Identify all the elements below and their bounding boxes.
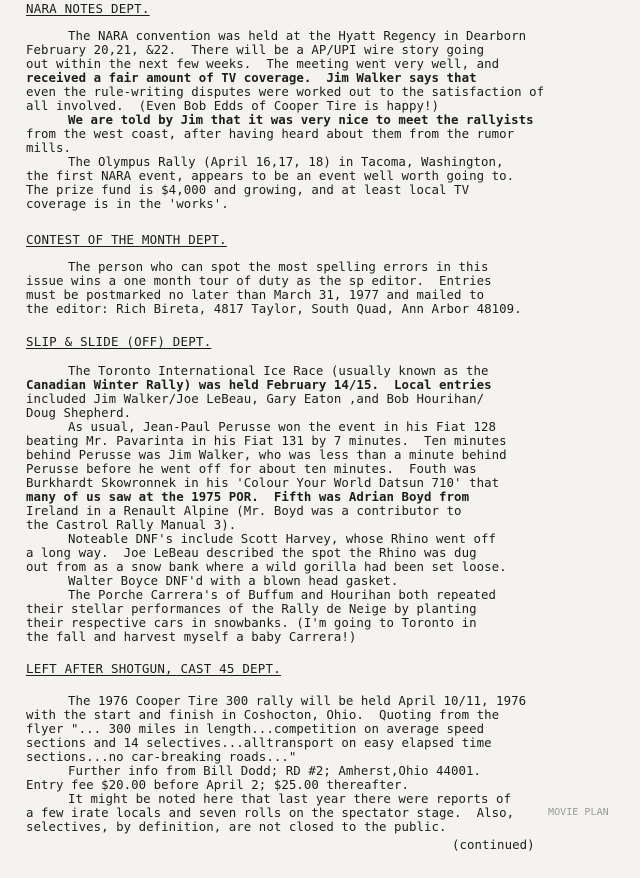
text-line: Entry fee $20.00 before April 2; $25.00 thereafter. bbox=[26, 777, 409, 792]
text-line: a few irate locals and seven rolls on the spectator stage. Also, bbox=[26, 805, 515, 820]
text-line: beating Mr. Pavarinta in his Fiat 131 by 7 minutes. Ten minutes bbox=[26, 433, 507, 448]
text-line: Walter Boyce DNF'd with a blown head gasket. bbox=[68, 573, 399, 588]
text-line: The prize fund is $4,000 and growing, and at least local TV bbox=[26, 182, 470, 197]
text-line: We are told by Jim that it was very nice to meet the rallyists bbox=[68, 112, 534, 127]
heading-nara-notes: NARA NOTES DEPT. bbox=[26, 1, 150, 16]
text-line: The 1976 Cooper Tire 300 rally will be held April 10/11, 1976 bbox=[68, 693, 527, 708]
text-line: flyer "... 300 miles in length...competition on average speed bbox=[26, 721, 485, 736]
text-line: Burkhardt Skowronnek in his 'Colour Your World Datsun 710' that bbox=[26, 475, 500, 490]
text-line: included Jim Walker/Joe LeBeau, Gary Eaton ,and Bob Hourihan/ bbox=[26, 391, 485, 406]
text-line: a long way. Joe LeBeau described the spot the Rhino was dug bbox=[26, 545, 477, 560]
bleed-through-text: MOVIE PLAN bbox=[548, 807, 609, 818]
text-line: The Olympus Rally (April 16,17, 18) in Tacoma, Washington, bbox=[68, 154, 504, 169]
text-line: issue wins a one month tour of duty as the sp editor. Entries bbox=[26, 273, 492, 288]
text-line: The NARA convention was held at the Hyatt Regency in Dearborn bbox=[68, 28, 527, 43]
text-line: sections...no car-breaking roads..." bbox=[26, 749, 297, 764]
text-line: out from as a snow bank where a wild gorilla had been set loose. bbox=[26, 559, 507, 574]
text-line: behind Perusse was Jim Walker, who was less than a minute behind bbox=[26, 447, 507, 462]
text-line: The Toronto International Ice Race (usually known as the bbox=[68, 363, 489, 378]
text-line: with the start and finish in Coshocton, Ohio. Quoting from the bbox=[26, 707, 500, 722]
heading-left-after-shotgun: LEFT AFTER SHOTGUN, CAST 45 DEPT. bbox=[26, 661, 281, 676]
text-line: their respective cars in snowbanks. (I'm going to Toronto in bbox=[26, 615, 477, 630]
text-line: the first NARA event, appears to be an event well worth going to. bbox=[26, 168, 515, 183]
text-line: February 20,21, &22. There will be a AP/UPI wire story going bbox=[26, 42, 485, 57]
heading-contest-of-the-month: CONTEST OF THE MONTH DEPT. bbox=[26, 232, 227, 247]
continued-note: (continued) bbox=[452, 837, 535, 852]
text-line: the editor: Rich Bireta, 4817 Taylor, South Quad, Ann Arbor 48109. bbox=[26, 301, 522, 316]
text-line: sections and 14 selectives...alltransport on easy elapsed time bbox=[26, 735, 492, 750]
text-line: Doug Shepherd. bbox=[26, 405, 132, 420]
text-line: As usual, Jean-Paul Perusse won the event in his Fiat 128 bbox=[68, 419, 497, 434]
text-line: mills. bbox=[26, 140, 72, 155]
text-line: must be postmarked no later than March 31, 1977 and mailed to bbox=[26, 287, 485, 302]
text-line: Noteable DNF's include Scott Harvey, whose Rhino went off bbox=[68, 531, 497, 546]
text-line: Further info from Bill Dodd; RD #2; Amherst,Ohio 44001. bbox=[68, 763, 482, 778]
heading-slip-and-slide: SLIP & SLIDE (OFF) DEPT. bbox=[26, 334, 212, 349]
text-line: even the rule-writing disputes were worked out to the satisfaction of bbox=[26, 84, 545, 99]
text-line: Canadian Winter Rally) was held February 14/15. Local entries bbox=[26, 377, 492, 392]
text-line: their stellar performances of the Rally de Neige by planting bbox=[26, 601, 477, 616]
text-line: from the west coast, after having heard about them from the rumor bbox=[26, 126, 515, 141]
text-line: the fall and harvest myself a baby Carrera!) bbox=[26, 629, 357, 644]
text-line: Ireland in a Renault Alpine (Mr. Boyd was a contributor to bbox=[26, 503, 462, 518]
text-line: The person who can spot the most spelling errors in this bbox=[68, 259, 489, 274]
text-line: all involved. (Even Bob Edds of Cooper Tire is happy!) bbox=[26, 98, 440, 113]
text-line: received a fair amount of TV coverage. Jim Walker says that bbox=[26, 70, 477, 85]
text-line: out within the next few weeks. The meeting went very well, and bbox=[26, 56, 500, 71]
text-line: selectives, by definition, are not closed to the public. bbox=[26, 819, 447, 834]
text-line: the Castrol Rally Manual 3). bbox=[26, 517, 237, 532]
text-line: many of us saw at the 1975 POR. Fifth was Adrian Boyd from bbox=[26, 489, 470, 504]
text-line: coverage is in the 'works'. bbox=[26, 196, 229, 211]
text-line: Perusse before he went off for about ten minutes. Fouth was bbox=[26, 461, 477, 476]
text-line: The Porche Carrera's of Buffum and Hourihan both repeated bbox=[68, 587, 497, 602]
text-line: It might be noted here that last year there were reports of bbox=[68, 791, 512, 806]
